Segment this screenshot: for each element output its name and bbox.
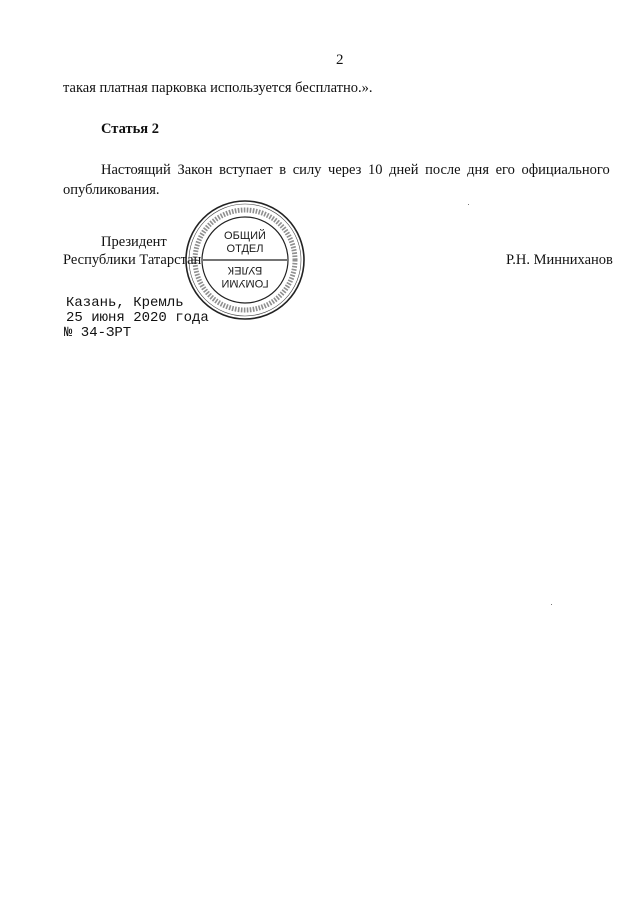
seal-text-2: ОТДЕЛ xyxy=(226,243,264,255)
president-title-line2: Республики Татарстан xyxy=(63,252,202,268)
president-title-line1: Президент xyxy=(101,234,167,250)
seal-text-1: ОБЩИЙ xyxy=(224,230,266,242)
place-stamp: Казань, Кремль xyxy=(66,295,184,311)
seal-graphic xyxy=(184,199,306,321)
seal-text-4: ГОМУМИ xyxy=(221,277,269,289)
scan-speck xyxy=(468,204,469,205)
article-heading: Статья 2 xyxy=(101,121,159,137)
closing-line: такая платная парковка используется бесплатно.». xyxy=(63,80,373,96)
date-stamp: 25 июня 2020 года xyxy=(66,310,209,326)
scan-speck xyxy=(551,604,552,605)
official-seal xyxy=(184,199,306,321)
page-number: 2 xyxy=(336,52,344,68)
seal-text-3: БУЛЕК xyxy=(227,264,263,276)
law-number: № 34-ЗРТ xyxy=(64,325,132,341)
article-text-line1: Настоящий Закон вступает в силу через 10 дней после дня его официального xyxy=(101,162,610,178)
article-text-line2: опубликования. xyxy=(63,182,160,198)
signatory-name: Р.Н. Минниханов xyxy=(506,252,613,268)
